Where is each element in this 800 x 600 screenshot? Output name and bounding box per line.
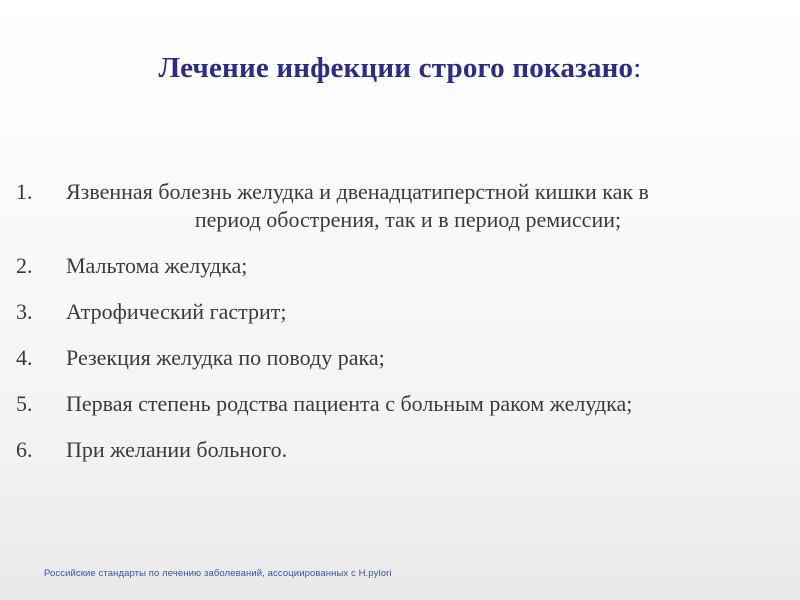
list-item (14, 298, 790, 326)
list-item-number: 2. (16, 253, 33, 278)
slide-title-colon: : (633, 52, 642, 84)
list-item-number: 4. (16, 345, 33, 370)
list-item (14, 178, 790, 234)
list-item (14, 252, 790, 280)
list-item-number: 3. (16, 299, 33, 324)
footer-source-note: Российские стандарты по лечению заболеваний, ассоциированных с H.pylori (44, 568, 392, 579)
list-item-text: Резекция желудка по поводу рака; (66, 345, 385, 370)
indications-list (14, 178, 790, 482)
slide-title (0, 52, 800, 85)
list-item-text: Атрофический гастрит; (66, 299, 287, 324)
list-item-text: Мальтома желудка; (66, 253, 248, 278)
list-item-number: 1. (16, 179, 33, 204)
list-item-number: 5. (16, 391, 33, 416)
list-item-text-continuation: период обострения, так и в период ремиссии; (194, 207, 622, 232)
list-item (14, 344, 790, 372)
list-item-number: 6. (16, 437, 33, 462)
list-item-text: Язвенная болезнь желудка и двенадцатиперстной кишки как в (66, 179, 649, 204)
list-item-text: При желании больного. (66, 437, 288, 462)
list-item (14, 390, 790, 418)
list-item (14, 436, 790, 464)
slide-title-text: Лечение инфекции строго показано (158, 52, 634, 84)
list-item-text: Первая степень родства пациента с больным раком желудка; (66, 391, 633, 416)
